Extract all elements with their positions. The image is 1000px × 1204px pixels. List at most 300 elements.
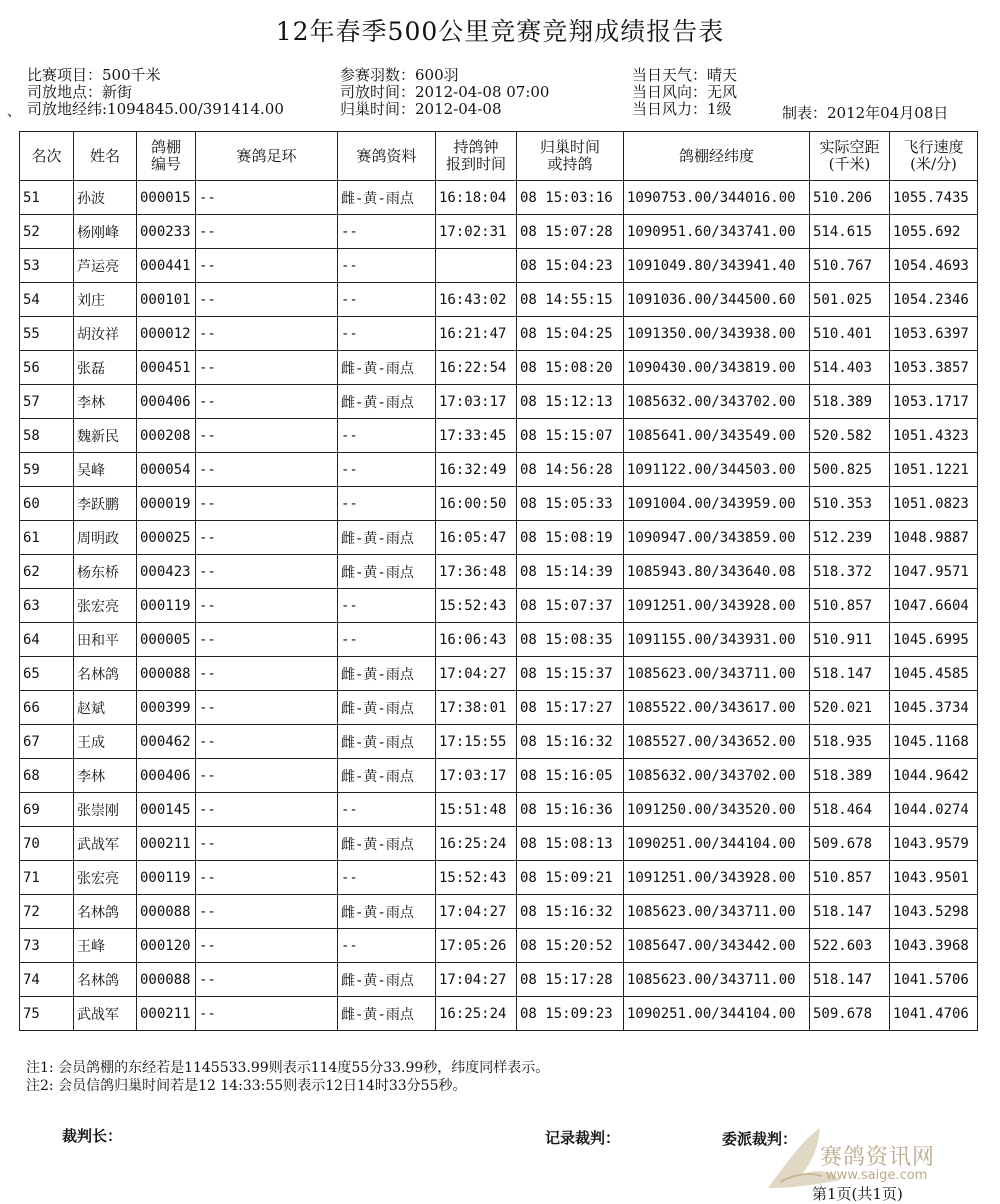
- table-row: [20, 997, 978, 1031]
- clock-time-cell: 17:36:48: [436, 555, 517, 589]
- ring-cell: --: [196, 453, 338, 487]
- loft-id-cell: 000423: [137, 555, 196, 589]
- column-header-line: 赛鸽资料: [356, 146, 417, 165]
- loft-id-cell: 000012: [137, 317, 196, 351]
- rank-cell: 66: [20, 691, 74, 725]
- column-header-line: 赛鸽足环: [236, 146, 297, 165]
- return-time-cell: 08 15:03:16: [517, 181, 624, 215]
- bird-info-cell: --: [338, 793, 436, 827]
- ring-cell: --: [196, 793, 338, 827]
- distance-cell: 514.615: [810, 215, 890, 249]
- return-time-cell: 08 14:56:28: [517, 453, 624, 487]
- ring-cell: --: [196, 657, 338, 691]
- loft-coords-cell: 1085632.00/343702.00: [624, 385, 810, 419]
- ring-cell: --: [196, 521, 338, 555]
- chief-referee-label: 裁判长：: [62, 1127, 123, 1145]
- distance-cell: 518.147: [810, 963, 890, 997]
- name-cell: 武战军: [74, 997, 137, 1031]
- column-header-bird-info: [338, 132, 436, 181]
- weather-label: 当日天气：晴天: [632, 66, 738, 84]
- table-row: [20, 929, 978, 963]
- column-header-line: 编号: [150, 155, 181, 173]
- clock-time-cell: 17:05:26: [436, 929, 517, 963]
- release-time-label: 司放时间：2012-04-08 07:00: [340, 83, 550, 101]
- loft-coords-cell: 1085641.00/343549.00: [624, 419, 810, 453]
- clock-time-cell: 16:18:04: [436, 181, 517, 215]
- loft-coords-cell: 1090951.60/343741.00: [624, 215, 810, 249]
- rank-cell: 64: [20, 623, 74, 657]
- column-header-line: 飞行速度: [903, 138, 964, 156]
- entries-label: 参赛羽数：600羽: [340, 66, 459, 84]
- rank-cell: 56: [20, 351, 74, 385]
- table-row: [20, 827, 978, 861]
- loft-coords-cell: 1090753.00/344016.00: [624, 181, 810, 215]
- column-header-line: 鸽棚经纬度: [678, 146, 754, 165]
- name-cell: 李林: [74, 759, 137, 793]
- bird-info-cell: 雌-黄-雨点: [338, 181, 436, 215]
- clock-time-cell: 17:04:27: [436, 895, 517, 929]
- ring-cell: --: [196, 555, 338, 589]
- speed-cell: 1054.4693: [890, 249, 978, 283]
- return-time-cell: 08 15:16:05: [517, 759, 624, 793]
- loft-coords-cell: 1091251.00/343928.00: [624, 861, 810, 895]
- ring-cell: --: [196, 691, 338, 725]
- column-header-line: 姓名: [89, 146, 120, 165]
- watermark-url: www.saige.com: [826, 1168, 928, 1183]
- watermark-brand: 赛鸽资讯网: [820, 1145, 936, 1170]
- ring-cell: --: [196, 929, 338, 963]
- loft-id-cell: 000088: [137, 963, 196, 997]
- loft-coords-cell: 1085623.00/343711.00: [624, 895, 810, 929]
- clock-time-cell: 16:32:49: [436, 453, 517, 487]
- column-header-line: 或持鸽: [547, 155, 593, 173]
- wind-force-label: 当日风力：1级: [632, 100, 732, 118]
- column-header-line: 持鸽钟: [453, 138, 499, 156]
- clock-time-cell: 16:06:43: [436, 623, 517, 657]
- loft-coords-cell: 1091155.00/343931.00: [624, 623, 810, 657]
- rank-cell: 68: [20, 759, 74, 793]
- speed-cell: 1048.9887: [890, 521, 978, 555]
- return-time-label: 归巢时间：2012-04-08: [340, 100, 502, 118]
- name-cell: 张崇刚: [74, 793, 137, 827]
- speed-cell: 1043.9579: [890, 827, 978, 861]
- rank-cell: 67: [20, 725, 74, 759]
- loft-coords-cell: 1091350.00/343938.00: [624, 317, 810, 351]
- return-time-cell: 08 15:20:52: [517, 929, 624, 963]
- loft-id-cell: 000088: [137, 657, 196, 691]
- ring-cell: --: [196, 419, 338, 453]
- distance-cell: 520.582: [810, 419, 890, 453]
- ring-cell: --: [196, 317, 338, 351]
- distance-cell: 510.911: [810, 623, 890, 657]
- table-header-row: [20, 132, 978, 181]
- bird-info-cell: 雌-黄-雨点: [338, 521, 436, 555]
- rank-cell: 70: [20, 827, 74, 861]
- return-time-cell: 08 15:09:21: [517, 861, 624, 895]
- speed-cell: 1043.5298: [890, 895, 978, 929]
- distance-cell: 518.147: [810, 657, 890, 691]
- bird-info-cell: --: [338, 317, 436, 351]
- loft-coords-cell: 1091036.00/344500.60: [624, 283, 810, 317]
- rank-cell: 61: [20, 521, 74, 555]
- loft-id-cell: 000233: [137, 215, 196, 249]
- ring-cell: --: [196, 181, 338, 215]
- bird-info-cell: --: [338, 623, 436, 657]
- page-indicator: 第1页(共1页): [812, 1185, 903, 1203]
- loft-id-cell: 000088: [137, 895, 196, 929]
- name-cell: 周明政: [74, 521, 137, 555]
- rank-cell: 55: [20, 317, 74, 351]
- table-row: [20, 181, 978, 215]
- distance-cell: 509.678: [810, 997, 890, 1031]
- return-time-cell: 08 14:55:15: [517, 283, 624, 317]
- loft-coords-cell: 1085623.00/343711.00: [624, 657, 810, 691]
- name-cell: 吴峰: [74, 453, 137, 487]
- wind-direction-label: 当日风向：无风: [632, 83, 738, 101]
- table-row: [20, 555, 978, 589]
- bird-info-cell: --: [338, 419, 436, 453]
- column-header-line: 归巢时间: [539, 138, 600, 156]
- name-cell: 赵斌: [74, 691, 137, 725]
- column-header-name: [74, 132, 137, 181]
- ring-cell: --: [196, 963, 338, 997]
- bird-info-cell: --: [338, 215, 436, 249]
- loft-coords-cell: 1085527.00/343652.00: [624, 725, 810, 759]
- ring-cell: --: [196, 895, 338, 929]
- distance-cell: 510.857: [810, 861, 890, 895]
- bird-info-cell: 雌-黄-雨点: [338, 963, 436, 997]
- name-cell: 杨刚峰: [74, 215, 137, 249]
- loft-coords-cell: 1091049.80/343941.40: [624, 249, 810, 283]
- table-row: [20, 215, 978, 249]
- clock-time-cell: 17:02:31: [436, 215, 517, 249]
- recording-referee-label: 记录裁判：: [545, 1129, 621, 1147]
- rank-cell: 65: [20, 657, 74, 691]
- loft-id-cell: 000119: [137, 861, 196, 895]
- speed-cell: 1044.0274: [890, 793, 978, 827]
- distance-cell: 509.678: [810, 827, 890, 861]
- stray-mark: 、: [7, 104, 21, 120]
- rank-cell: 71: [20, 861, 74, 895]
- speed-cell: 1053.6397: [890, 317, 978, 351]
- clock-time-cell: 16:25:24: [436, 997, 517, 1031]
- return-time-cell: 08 15:17:27: [517, 691, 624, 725]
- return-time-cell: 08 15:08:20: [517, 351, 624, 385]
- rank-cell: 59: [20, 453, 74, 487]
- table-row: [20, 759, 978, 793]
- distance-cell: 520.021: [810, 691, 890, 725]
- speed-cell: 1055.692: [890, 215, 978, 249]
- table-row: [20, 521, 978, 555]
- speed-cell: 1043.3968: [890, 929, 978, 963]
- clock-time-cell: 15:52:43: [436, 861, 517, 895]
- speed-cell: 1045.4585: [890, 657, 978, 691]
- distance-cell: 518.389: [810, 385, 890, 419]
- clock-time-cell: 17:04:27: [436, 963, 517, 997]
- rank-cell: 60: [20, 487, 74, 521]
- event-label: 比赛项目：500千米: [27, 66, 161, 84]
- table-row: [20, 351, 978, 385]
- return-time-cell: 08 15:07:37: [517, 589, 624, 623]
- rank-cell: 57: [20, 385, 74, 419]
- return-time-cell: 08 15:07:28: [517, 215, 624, 249]
- ring-cell: --: [196, 351, 338, 385]
- loft-coords-cell: 1091251.00/343928.00: [624, 589, 810, 623]
- loft-coords-cell: 1091250.00/343520.00: [624, 793, 810, 827]
- name-cell: 芦运亮: [74, 249, 137, 283]
- table-row: [20, 487, 978, 521]
- name-cell: 孙波: [74, 181, 137, 215]
- distance-cell: 518.372: [810, 555, 890, 589]
- loft-coords-cell: 1091004.00/343959.00: [624, 487, 810, 521]
- note-1: 注1: 会员鸽棚的东经若是1145533.99则表示114度55分33.99秒，纬度同样表示。: [26, 1060, 550, 1076]
- loft-id-cell: 000211: [137, 827, 196, 861]
- bird-info-cell: 雌-黄-雨点: [338, 385, 436, 419]
- name-cell: 张宏亮: [74, 861, 137, 895]
- return-time-cell: 08 15:08:35: [517, 623, 624, 657]
- ring-cell: --: [196, 487, 338, 521]
- bird-info-cell: 雌-黄-雨点: [338, 725, 436, 759]
- loft-coords-cell: 1091122.00/344503.00: [624, 453, 810, 487]
- column-header-ring: [196, 132, 338, 181]
- ring-cell: --: [196, 861, 338, 895]
- clock-time-cell: [436, 249, 517, 283]
- rank-cell: 58: [20, 419, 74, 453]
- loft-coords-cell: 1090251.00/344104.00: [624, 997, 810, 1031]
- column-header-speed: [890, 132, 978, 181]
- distance-cell: 518.464: [810, 793, 890, 827]
- bird-info-cell: 雌-黄-雨点: [338, 555, 436, 589]
- clock-time-cell: 16:22:54: [436, 351, 517, 385]
- speed-cell: 1045.3734: [890, 691, 978, 725]
- loft-coords-cell: 1090430.00/343819.00: [624, 351, 810, 385]
- column-header-line: 名次: [31, 146, 62, 165]
- table-row: [20, 861, 978, 895]
- clock-time-cell: 16:05:47: [436, 521, 517, 555]
- column-header-line: 实际空距: [819, 138, 880, 156]
- loft-id-cell: 000451: [137, 351, 196, 385]
- speed-cell: 1053.1717: [890, 385, 978, 419]
- loft-id-cell: 000005: [137, 623, 196, 657]
- distance-cell: 510.857: [810, 589, 890, 623]
- distance-cell: 512.239: [810, 521, 890, 555]
- loft-id-cell: 000019: [137, 487, 196, 521]
- bird-info-cell: --: [338, 861, 436, 895]
- delegated-referee-label: 委派裁判：: [722, 1130, 798, 1148]
- return-time-cell: 08 15:12:13: [517, 385, 624, 419]
- table-row: [20, 725, 978, 759]
- loft-coords-cell: 1090251.00/344104.00: [624, 827, 810, 861]
- table-row: [20, 385, 978, 419]
- loft-id-cell: 000015: [137, 181, 196, 215]
- bird-info-cell: --: [338, 283, 436, 317]
- name-cell: 李林: [74, 385, 137, 419]
- bird-info-cell: --: [338, 249, 436, 283]
- bird-info-cell: 雌-黄-雨点: [338, 657, 436, 691]
- return-time-cell: 08 15:16:32: [517, 895, 624, 929]
- return-time-cell: 08 15:08:19: [517, 521, 624, 555]
- name-cell: 杨东桥: [74, 555, 137, 589]
- table-row: [20, 453, 978, 487]
- loft-coords-cell: 1085632.00/343702.00: [624, 759, 810, 793]
- speed-cell: 1044.9642: [890, 759, 978, 793]
- rank-cell: 62: [20, 555, 74, 589]
- loft-coords-cell: 1085623.00/343711.00: [624, 963, 810, 997]
- table-body: [20, 181, 978, 1031]
- ring-cell: --: [196, 215, 338, 249]
- name-cell: 名林鸽: [74, 963, 137, 997]
- release-coords-label: 司放地经纬:1094845.00/391414.00: [27, 100, 284, 118]
- return-time-cell: 08 15:17:28: [517, 963, 624, 997]
- table-row: [20, 895, 978, 929]
- clock-time-cell: 17:33:45: [436, 419, 517, 453]
- loft-id-cell: 000406: [137, 385, 196, 419]
- column-header-line: (千米): [828, 155, 871, 173]
- loft-id-cell: 000120: [137, 929, 196, 963]
- clock-time-cell: 17:38:01: [436, 691, 517, 725]
- table-row: [20, 419, 978, 453]
- loft-id-cell: 000025: [137, 521, 196, 555]
- ring-cell: --: [196, 385, 338, 419]
- loft-id-cell: 000399: [137, 691, 196, 725]
- return-time-cell: 08 15:16:32: [517, 725, 624, 759]
- speed-cell: 1055.7435: [890, 181, 978, 215]
- clock-time-cell: 15:51:48: [436, 793, 517, 827]
- speed-cell: 1045.1168: [890, 725, 978, 759]
- location-label: 司放地点：新街: [27, 83, 133, 101]
- return-time-cell: 08 15:05:33: [517, 487, 624, 521]
- speed-cell: 1045.6995: [890, 623, 978, 657]
- results-table: [19, 131, 978, 1031]
- rank-cell: 75: [20, 997, 74, 1031]
- bird-info-cell: 雌-黄-雨点: [338, 759, 436, 793]
- table-row: [20, 249, 978, 283]
- table-row: [20, 963, 978, 997]
- column-header-clock-time: [436, 132, 517, 181]
- return-time-cell: 08 15:08:13: [517, 827, 624, 861]
- name-cell: 张宏亮: [74, 589, 137, 623]
- speed-cell: 1047.6604: [890, 589, 978, 623]
- bird-info-cell: --: [338, 929, 436, 963]
- rank-cell: 73: [20, 929, 74, 963]
- name-cell: 王成: [74, 725, 137, 759]
- loft-id-cell: 000145: [137, 793, 196, 827]
- name-cell: 田和平: [74, 623, 137, 657]
- distance-cell: 518.147: [810, 895, 890, 929]
- clock-time-cell: 16:43:02: [436, 283, 517, 317]
- return-time-cell: 08 15:14:39: [517, 555, 624, 589]
- clock-time-cell: 16:00:50: [436, 487, 517, 521]
- ring-cell: --: [196, 759, 338, 793]
- column-header-line: 鸽棚: [150, 138, 181, 156]
- loft-id-cell: 000101: [137, 283, 196, 317]
- loft-coords-cell: 1085943.80/343640.08: [624, 555, 810, 589]
- speed-cell: 1051.4323: [890, 419, 978, 453]
- speed-cell: 1054.2346: [890, 283, 978, 317]
- column-header-rank: [20, 132, 74, 181]
- name-cell: 魏新民: [74, 419, 137, 453]
- bird-info-cell: 雌-黄-雨点: [338, 997, 436, 1031]
- name-cell: 张磊: [74, 351, 137, 385]
- clock-time-cell: 17:03:17: [436, 759, 517, 793]
- name-cell: 名林鸽: [74, 657, 137, 691]
- rank-cell: 74: [20, 963, 74, 997]
- return-time-cell: 08 15:15:37: [517, 657, 624, 691]
- ring-cell: --: [196, 589, 338, 623]
- rank-cell: 52: [20, 215, 74, 249]
- table-row: [20, 589, 978, 623]
- rank-cell: 53: [20, 249, 74, 283]
- rank-cell: 63: [20, 589, 74, 623]
- loft-coords-cell: 1085647.00/343442.00: [624, 929, 810, 963]
- distance-cell: 500.825: [810, 453, 890, 487]
- clock-time-cell: 15:52:43: [436, 589, 517, 623]
- table-row: [20, 657, 978, 691]
- distance-cell: 501.025: [810, 283, 890, 317]
- made-date-label: 制表：2012年04月08日: [782, 104, 949, 122]
- distance-cell: 510.767: [810, 249, 890, 283]
- return-time-cell: 08 15:04:25: [517, 317, 624, 351]
- column-header-line: (米/分): [910, 155, 957, 173]
- table-row: [20, 691, 978, 725]
- table-row: [20, 793, 978, 827]
- clock-time-cell: 16:25:24: [436, 827, 517, 861]
- bird-info-cell: 雌-黄-雨点: [338, 351, 436, 385]
- note-2: 注2: 会员信鸽归巢时间若是12 14:33:55则表示12日14时33分55秒。: [26, 1078, 467, 1094]
- name-cell: 王峰: [74, 929, 137, 963]
- ring-cell: --: [196, 623, 338, 657]
- bird-info-cell: --: [338, 487, 436, 521]
- ring-cell: --: [196, 249, 338, 283]
- ring-cell: --: [196, 997, 338, 1031]
- speed-cell: 1051.0823: [890, 487, 978, 521]
- speed-cell: 1041.4706: [890, 997, 978, 1031]
- bird-info-cell: 雌-黄-雨点: [338, 895, 436, 929]
- clock-time-cell: 17:15:55: [436, 725, 517, 759]
- loft-id-cell: 000211: [137, 997, 196, 1031]
- bird-info-cell: --: [338, 589, 436, 623]
- name-cell: 刘庄: [74, 283, 137, 317]
- distance-cell: 514.403: [810, 351, 890, 385]
- loft-id-cell: 000054: [137, 453, 196, 487]
- clock-time-cell: 17:03:17: [436, 385, 517, 419]
- distance-cell: 518.935: [810, 725, 890, 759]
- return-time-cell: 08 15:04:23: [517, 249, 624, 283]
- column-header-line: 报到时间: [445, 155, 506, 173]
- distance-cell: 510.353: [810, 487, 890, 521]
- speed-cell: 1047.9571: [890, 555, 978, 589]
- distance-cell: 510.206: [810, 181, 890, 215]
- report-title: 12年春季500公里竞赛竞翔成绩报告表: [275, 17, 725, 46]
- loft-id-cell: 000462: [137, 725, 196, 759]
- bird-info-cell: --: [338, 453, 436, 487]
- column-header-loft-id: [137, 132, 196, 181]
- rank-cell: 72: [20, 895, 74, 929]
- rank-cell: 54: [20, 283, 74, 317]
- table-row: [20, 283, 978, 317]
- clock-time-cell: 16:21:47: [436, 317, 517, 351]
- table-row: [20, 317, 978, 351]
- column-header-loft-coords: [624, 132, 810, 181]
- column-header-return-time: [517, 132, 624, 181]
- ring-cell: --: [196, 827, 338, 861]
- clock-time-cell: 17:04:27: [436, 657, 517, 691]
- name-cell: 名林鸽: [74, 895, 137, 929]
- distance-cell: 518.389: [810, 759, 890, 793]
- column-header-distance: [810, 132, 890, 181]
- speed-cell: 1053.3857: [890, 351, 978, 385]
- speed-cell: 1043.9501: [890, 861, 978, 895]
